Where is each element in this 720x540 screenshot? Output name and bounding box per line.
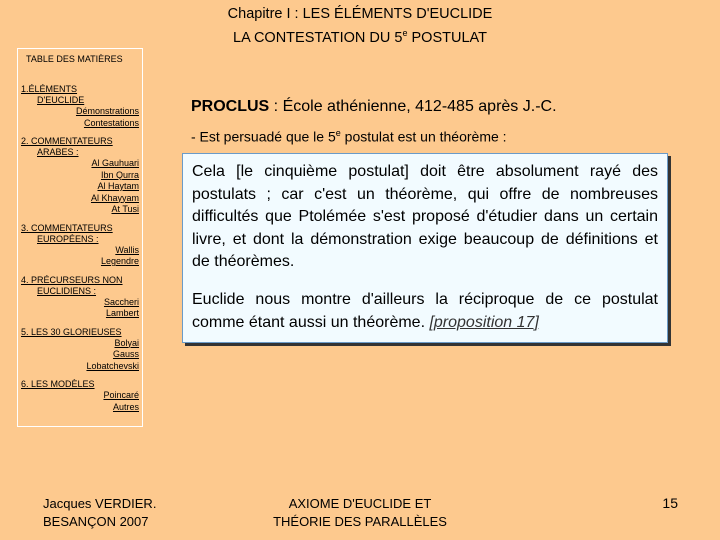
toc-section-4-cont[interactable]: EUCLIDIENS : xyxy=(37,285,97,296)
quote-paragraph-1: Cela [le cinquième postulat] doit être absolument rayé des postulats ; car c'est un théorème, qui offre de nombreuses difficultés que Ptolémée s'est proposé d'étudier dans un certain livre, et dont la démonstration exige beaucoup de définitions et de théorèmes. xyxy=(192,163,658,270)
toc-link[interactable]: Bolyai xyxy=(114,337,139,348)
toc-section-1[interactable]: 1.ÉLÉMENTS xyxy=(21,84,78,94)
table-of-contents xyxy=(17,48,143,427)
toc-link[interactable]: At Tusi xyxy=(111,204,139,214)
toc-link[interactable]: Al Gauhuari xyxy=(91,158,139,168)
title-line-2 xyxy=(0,24,720,48)
toc-link[interactable]: Al Haytam xyxy=(97,181,139,191)
persuade-end: postulat est un théorème : xyxy=(340,128,507,145)
title-line-2-end: POSTULAT xyxy=(407,29,487,46)
footer-title xyxy=(262,495,458,531)
toc-link[interactable]: Wallis xyxy=(115,244,139,255)
toc-section-3-cont[interactable]: EUROPÉENS : xyxy=(37,233,99,244)
toc-section-6[interactable]: 6. LES MODÈLES xyxy=(21,379,95,389)
toc-link[interactable]: Saccheri xyxy=(103,296,139,307)
toc-spacer xyxy=(21,216,139,223)
toc-spacer xyxy=(21,320,139,327)
title-line-2-text: LA CONTESTATION DU 5 xyxy=(233,29,403,46)
quote-paragraph-2 xyxy=(192,289,658,334)
toc-title: TABLE DES MATIÈRES xyxy=(26,54,123,64)
toc-link[interactable]: Legendre xyxy=(100,256,139,266)
persuade-text: - Est persuadé que le 5 xyxy=(191,128,336,145)
toc-spacer xyxy=(21,413,139,420)
title-superscript: e xyxy=(402,28,408,38)
footer-title-line-1: AXIOME D'EUCLIDE ET xyxy=(288,496,432,511)
footer-title-line-2: THÉORIE DES PARALLÈLES xyxy=(273,514,447,529)
toc-items xyxy=(21,84,139,420)
footer-author xyxy=(43,495,156,531)
persuade-line xyxy=(191,128,507,145)
proclus-details: : École athénienne, 412-485 après J.-C. xyxy=(269,98,557,115)
toc-spacer xyxy=(21,268,139,275)
slide-title xyxy=(0,5,720,48)
toc-link[interactable]: Autres xyxy=(112,401,139,412)
footer-author-name: Jacques VERDIER. xyxy=(43,496,157,511)
toc-section-2-cont[interactable]: ARABES : xyxy=(37,147,79,157)
toc-spacer xyxy=(21,372,139,379)
toc-link[interactable]: Poincaré xyxy=(103,390,139,400)
quote-box xyxy=(182,153,668,343)
toc-section-1-cont[interactable]: D'EUCLIDE xyxy=(37,95,85,105)
toc-section-4[interactable]: 4. PRÉCURSEURS NON xyxy=(21,274,123,285)
toc-link[interactable]: Ibn Qurra xyxy=(100,169,139,180)
toc-link[interactable]: Lambert xyxy=(105,308,139,318)
page-number: 15 xyxy=(662,495,678,511)
proclus-heading xyxy=(191,98,557,116)
toc-link[interactable]: Démonstrations xyxy=(75,106,139,116)
toc-link[interactable]: Gauss xyxy=(112,349,139,359)
toc-link[interactable]: Al Khayyam xyxy=(90,192,139,203)
toc-link[interactable]: Contestations xyxy=(83,117,139,128)
proposition-17-link[interactable]: [proposition 17] xyxy=(429,313,539,331)
toc-link[interactable]: Lobatchevski xyxy=(86,360,139,371)
toc-section-2[interactable]: 2. COMMENTATEURS xyxy=(21,136,113,146)
toc-section-5[interactable]: 5. LES 30 GLORIEUSES xyxy=(21,326,122,337)
quote-paragraph-2-text: Euclide nous montre d'ailleurs la réciproque de ce postulat comme étant aussi un théorème. xyxy=(192,291,658,331)
toc-section-3[interactable]: 3. COMMENTATEURS xyxy=(21,222,113,233)
title-line-1: Chapitre I : LES ÉLÉMENTS D'EUCLIDE xyxy=(227,6,493,22)
proclus-name: PROCLUS xyxy=(191,98,270,115)
footer-author-place: BESANÇON 2007 xyxy=(43,514,149,529)
toc-spacer xyxy=(21,129,139,136)
persuade-superscript: e xyxy=(335,128,341,138)
